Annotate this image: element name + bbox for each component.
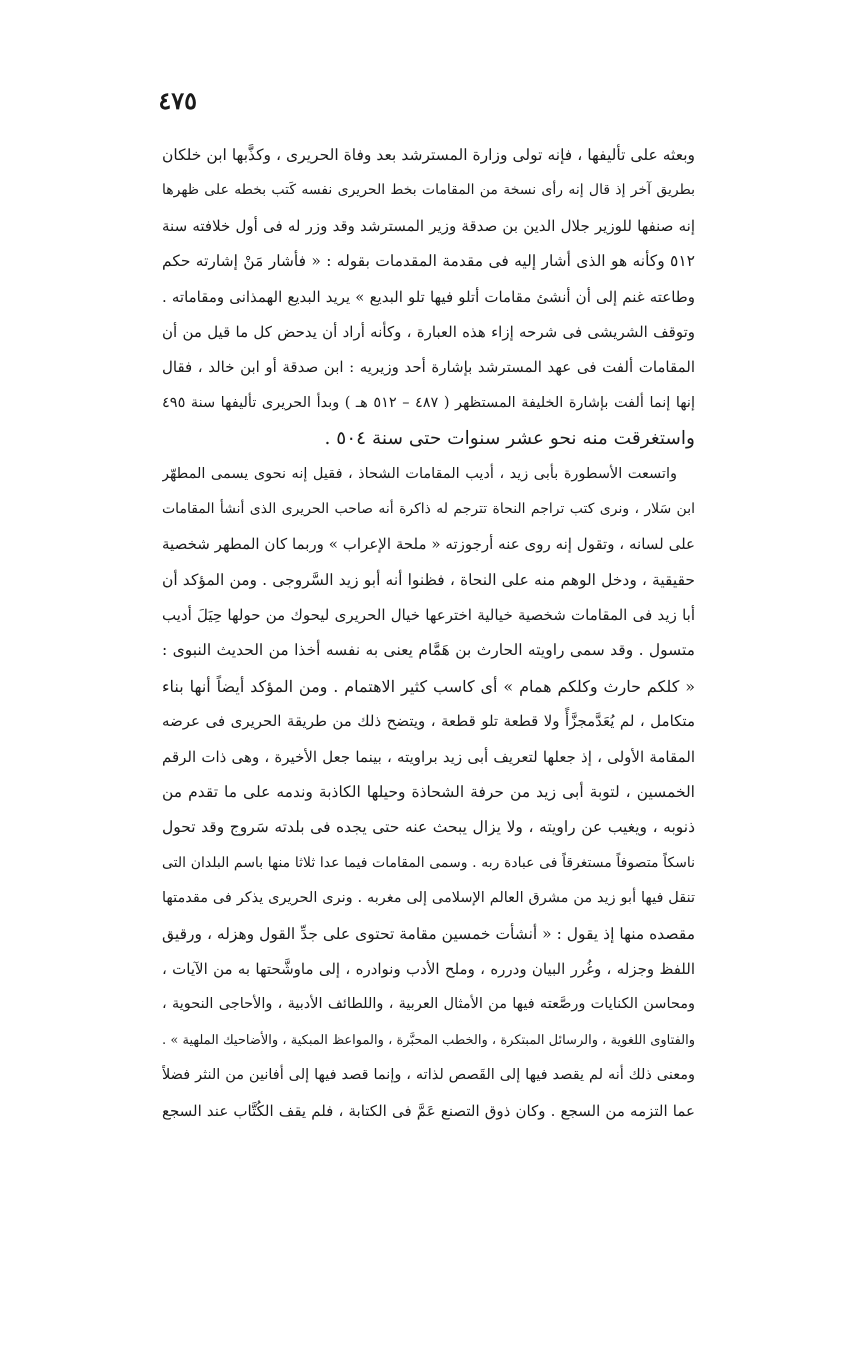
paragraph-end-line: واستغرقت منه نحو عشر سنوات حتى سنة ٥٠٤ . [324, 428, 695, 450]
paragraph-start-line: واتسعت الأسطورة بأبى زيد ، أديب المقامات الشحاذ ، فقيل إنه نحوى يسمى المطهّر [162, 465, 677, 482]
text-line: وبعثه على تأليفها ، فإنه تولى وزارة المسترشد بعد وفاة الحريرى ، وكذَّبها ابن خلكان [162, 146, 695, 164]
text-line: ذنوبه ، ويغيب عن راويته ، ولا يزال يبحث عنه حتى يجده فى بلدته سَروج وقد تحول [162, 818, 695, 837]
text-line: متكامل ، لم يُعَدَّمجزَّأً ولا قطعة تلو قطعة ، ويتضح ذلك من طريقة الحريرى فى عرضه [162, 712, 695, 731]
text-line: المقامات ألفت فى عهد المسترشد بإشارة أحد وزيريه : ابن صدقة أو ابن خالد ، فقال [162, 358, 695, 377]
text-line: اللفظ وجزله ، وغُرر البيان ودرره ، وملح الأدب ونوادره ، إلى ماوشَّحتها به من الآيات ، [162, 959, 695, 978]
text-line: « كلكم حارث وكلكم همام » أى كاسب كثير الاهتمام . ومن المؤكد أيضاً أنها بناء [162, 676, 695, 696]
text-line: ومعنى ذلك أنه لم يقصد فيها إلى القَصص لذاته ، وإنما قصد فيها إلى أفانين من النثر فضلاً [162, 1067, 695, 1084]
text-line: ناسكاً متصوفاً مستغرقاً فى عبادة ربه . وسمى المقامات فيما عدا ثلاثا منها باسم البلدان التى [162, 854, 695, 871]
text-line: ٥١٢ وكأنه هو الذى أشار إليه فى مقدمة المقدمات بقوله : « فأشار مَنْ إشارته حكم [162, 252, 695, 271]
text-line: إنها إنما ألفت بإشارة الخليفة المستظهر ( ٤٨٧ – ٥١٢ هـ ) وبدأ الحريرى تأليفها سنة ٤٩٥ [162, 394, 695, 411]
text-line: أبا زيد فى المقامات شخصية خيالية اخترعها خيال الحريرى ليحوك من حولها حِيَلَ أديب [162, 606, 695, 625]
body-text [162, 138, 695, 1129]
text-line: مقصده منها إذ يقول : « أنشأت خمسين مقامة تحتوى على جدِّ القول وهزله ، ورقيق [162, 924, 695, 943]
text-line: وتوقف الشريشى فى شرحه إزاء هذه العبارة ، وكأنه أراد أن يدحض كل ما قيل من أن [162, 322, 695, 341]
text-line: ومحاسن الكنايات ورصَّعته فيها من الأمثال العربية ، واللطائف الأدبية ، والأحاجى النحوية ، [162, 996, 695, 1013]
text-line: والفتاوى اللغوية ، والرسائل المبتكرة ، والخطب المحبَّرة ، والمواعظ المبكية ، والأضاحيك الملهية » . [162, 1032, 695, 1048]
text-line: إنه صنفها للوزير جلال الدين بن صدقة وزير المسترشد وقد وزر له فى أول خلافته سنة [162, 216, 695, 235]
text-line: على لسانه ، وتقول إنه روى عنه أرجوزته « ملحة الإعراب » وربما كان المطهر شخصية [162, 535, 695, 554]
page-number: ٤٧٥ [158, 86, 197, 115]
text-line: متسول . وقد سمى راويته الحارث بن هَمَّام يعنى به نفسه أخذا من الحديث النبوى : [162, 641, 695, 660]
text-line: حقيقية ، ودخل الوهم منه على النحاة ، فظنوا أنه أبو زيد السَّروجى . ومن المؤكد أن [162, 570, 695, 589]
text-line: ابن سَلار ، ونرى كتب تراجم النحاة تترجم له ذاكرة أنه صاحب الحريرى الذى أنشأ المقامات [162, 500, 695, 517]
text-line: الخمسين ، لتوبة أبى زيد من حرفة الشحاذة وحيلها الكاذبة وندمه على ما تقدم من [162, 783, 695, 802]
text-line: المقامة الأولى ، إذ جعلها لتعريف أبى زيد براويته ، بينما جعل الأخيرة ، وهى ذات الرقم [162, 747, 695, 766]
text-line: عما التزمه من السجع . وكان ذوق التصنع عَمَّ فى الكتابة ، فلم يقف الكُتَّاب عند السجع [162, 1101, 695, 1120]
text-line: وطاعته غنم إلى أن أنشئ مقامات أتلو فيها تلو البديع » يريد البديع الهمذانى ومقاماته . [162, 287, 695, 306]
text-line: بطريق آخر إذ قال إنه رأى نسخة من المقامات بخط الحريرى نفسه كَتب بخطه على ظهرها [162, 182, 695, 199]
text-line: تنقل فيها أبو زيد من مشرق العالم الإسلامى إلى مغربه . ونرى الحريرى يذكر فى مقدمتها [162, 890, 695, 907]
